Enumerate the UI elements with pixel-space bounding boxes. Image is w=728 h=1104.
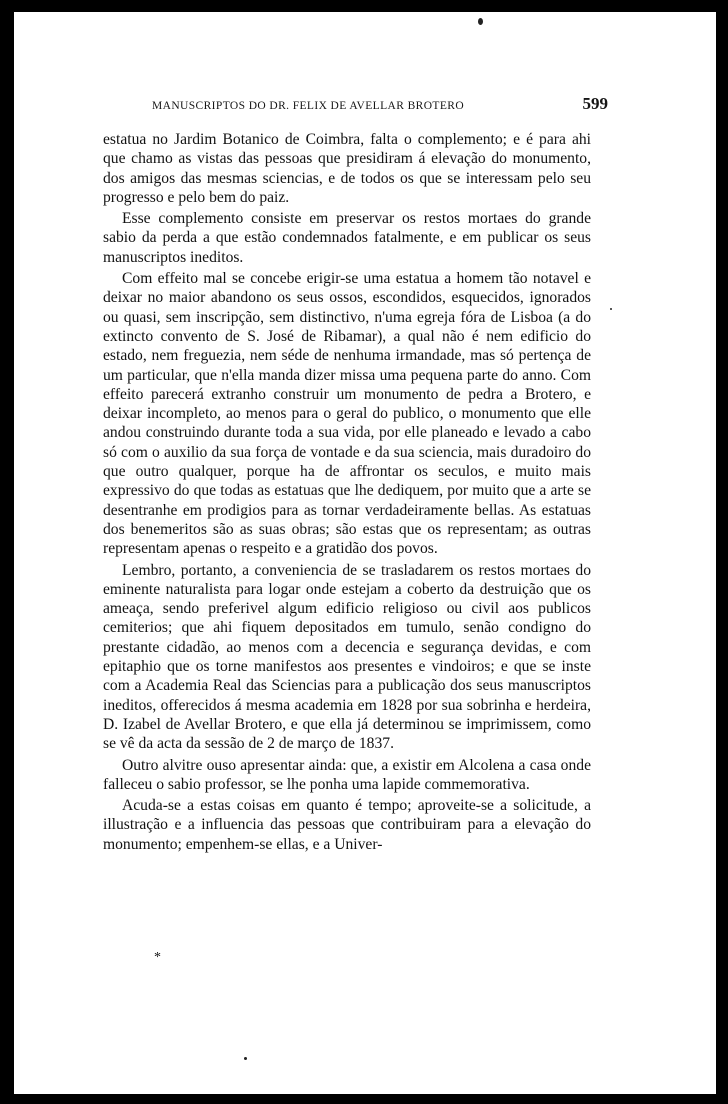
book-page bbox=[14, 12, 716, 1094]
paragraph: Esse complemento consiste em preservar os restos mortaes do grande sabio da perda a que estão condemnados fatalmente, e em publicar os seus manuscriptos ineditos. bbox=[103, 210, 591, 266]
paragraph: Acuda-se a estas coisas em quanto é tempo; aproveite-se a solicitude, a illustração e a influencia das pessoas que contribuiram para a elevação do monumento; empenhem-se ellas, e a Univer- bbox=[103, 797, 591, 853]
footnote-mark: * bbox=[154, 950, 161, 965]
paragraph: Com effeito mal se concebe erigir-se uma estatua a homem tão notavel e deixar no maior abandono os seus ossos, escondidos, esquecidos, ignorados ou quasi, sem inscripção, sem distinctivo, n'uma egreja fóra de Lisboa (a do extincto convento de S. José de Ribamar), a qual não é nem edificio do estado, nem freguezia, nem séde de nenhuma irmandade, mas só pertença de um particular, que n'ella manda dizer missa uma pequena parte do anno. Com effeito parecerá extranho construir um monumento de pedra a Brotero, e deixar incompleto, ao menos para o geral do publico, o monumento que elle andou construindo durante toda a sua vida, por elle planeado e levado a cabo só com o auxilio da sua força de vontade e da sua sciencia, mais duradoiro do que outro qualquer, porque ha de affrontar os seculos, e muito mais expressivo do que todas as estatuas que lhe dediquem, por muito que a arte se desentranhe em prodigios para as tornar verdadeiramente bellas. As estatuas dos benemeritos são as suas obras; são estas que os representam; as outras representam apenas o respeito e a gratidão dos povos. bbox=[103, 270, 591, 558]
scan-speck bbox=[610, 308, 612, 310]
body-text bbox=[103, 130, 591, 856]
scan-speck bbox=[478, 18, 483, 25]
paragraph: Outro alvitre ouso apresentar ainda: que, a existir em Alcolena a casa onde falleceu o sabio professor, se lhe ponha uma lapide commemorativa. bbox=[103, 756, 591, 793]
paragraph: estatua no Jardim Botanico de Coimbra, falta o complemento; e é para ahi que chamo as vistas das pessoas que presidiram á elevação do monumento, dos amigos das mesmas sciencias, e de todos os que se interessam pelo seu progresso e pelo bem do paiz. bbox=[103, 131, 591, 206]
paragraph: Lembro, portanto, a conveniencia de se trasladarem os restos mortaes do eminente naturalista para logar onde estejam a coberto da destruição que os ameaça, sendo preferivel algum edificio religioso ou civil aos publicos cemiterios; que ahi fiquem depositados em tumulo, senão condigno do prestante cidadão, ao menos com a decencia e segurança devidas, e com epitaphio que os torne manifestos aos presentes e vindoiros; e que se inste com a Academia Real das Sciencias para a publicação dos seus manuscriptos ineditos, offerecidos á mesma academia em 1828 por sua sobrinha e herdeira, D. Izabel de Avellar Brotero, e que ella já determinou se imprimissem, como se vê da acta da sessão de 2 de março de 1837. bbox=[103, 561, 591, 753]
running-title: MANUSCRIPTOS DO DR. FELIX DE AVELLAR BROTERO bbox=[152, 100, 465, 112]
scan-speck bbox=[244, 1057, 247, 1060]
page-number: 599 bbox=[582, 94, 608, 113]
